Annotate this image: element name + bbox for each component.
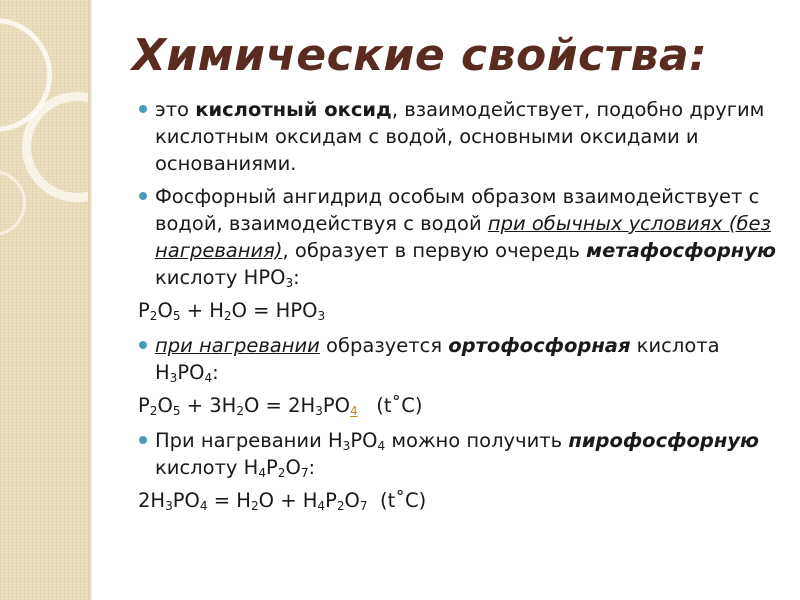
underlined-heating: при нагревании (155, 334, 320, 357)
subscript: 3 (285, 276, 294, 291)
bullet-acid-oxide (138, 96, 788, 177)
text: , образует в первую очередь (282, 239, 587, 262)
bullet-pyrophosphoric: При нагревании $H_3PO_4$ можно получить пирофосфорную кислоту $H_4P_2O_7$: (138, 427, 788, 481)
hyperlink-subscript[interactable]: 4 (349, 404, 358, 419)
equation-pyrophosphoric: $2H_3PO_4 = H_2O + H_4P_2O_7$ (t˚C) (138, 489, 427, 514)
text: это (155, 98, 196, 121)
side-band-edge (88, 0, 92, 600)
text: , взаимодействует, подобно другим кислотным оксидам с водой, основными оксидами и основаниями. (155, 98, 765, 175)
slide-title: Химические свойства: (132, 30, 708, 81)
text: кислоту HPO (155, 266, 286, 289)
term-pyrophosphoric: пирофосфорную (568, 429, 759, 452)
text: : (293, 266, 300, 289)
term-orthophosphoric: ортофосфорная (448, 334, 631, 357)
slide-content (138, 96, 788, 522)
text: Фосфорный ангидрид особым образом взаимодействует с водой, взаимодействуя с водой (155, 185, 760, 235)
equation-metaphosphoric: $P_2O_5 + H_2O = HPO_3$ (138, 299, 326, 324)
term-metaphosphoric: метафосфорную (586, 239, 776, 262)
equation-orthophosphoric: $P_2O_5 + 3H_2O = 2H_3PO4$ (t˚C) (138, 394, 423, 419)
bullet-orthophosphoric: при нагревании образуется ортофосфорная кислота $H_3PO_4$: (138, 332, 788, 386)
bullet-phosphoric-anhydride (138, 183, 788, 291)
decorative-ring (0, 170, 26, 236)
decorative-side-band (0, 0, 88, 600)
underlined-condition: при обычных условиях (без нагревания) (155, 212, 771, 262)
term-acid-oxide: кислотный оксид (195, 98, 392, 121)
